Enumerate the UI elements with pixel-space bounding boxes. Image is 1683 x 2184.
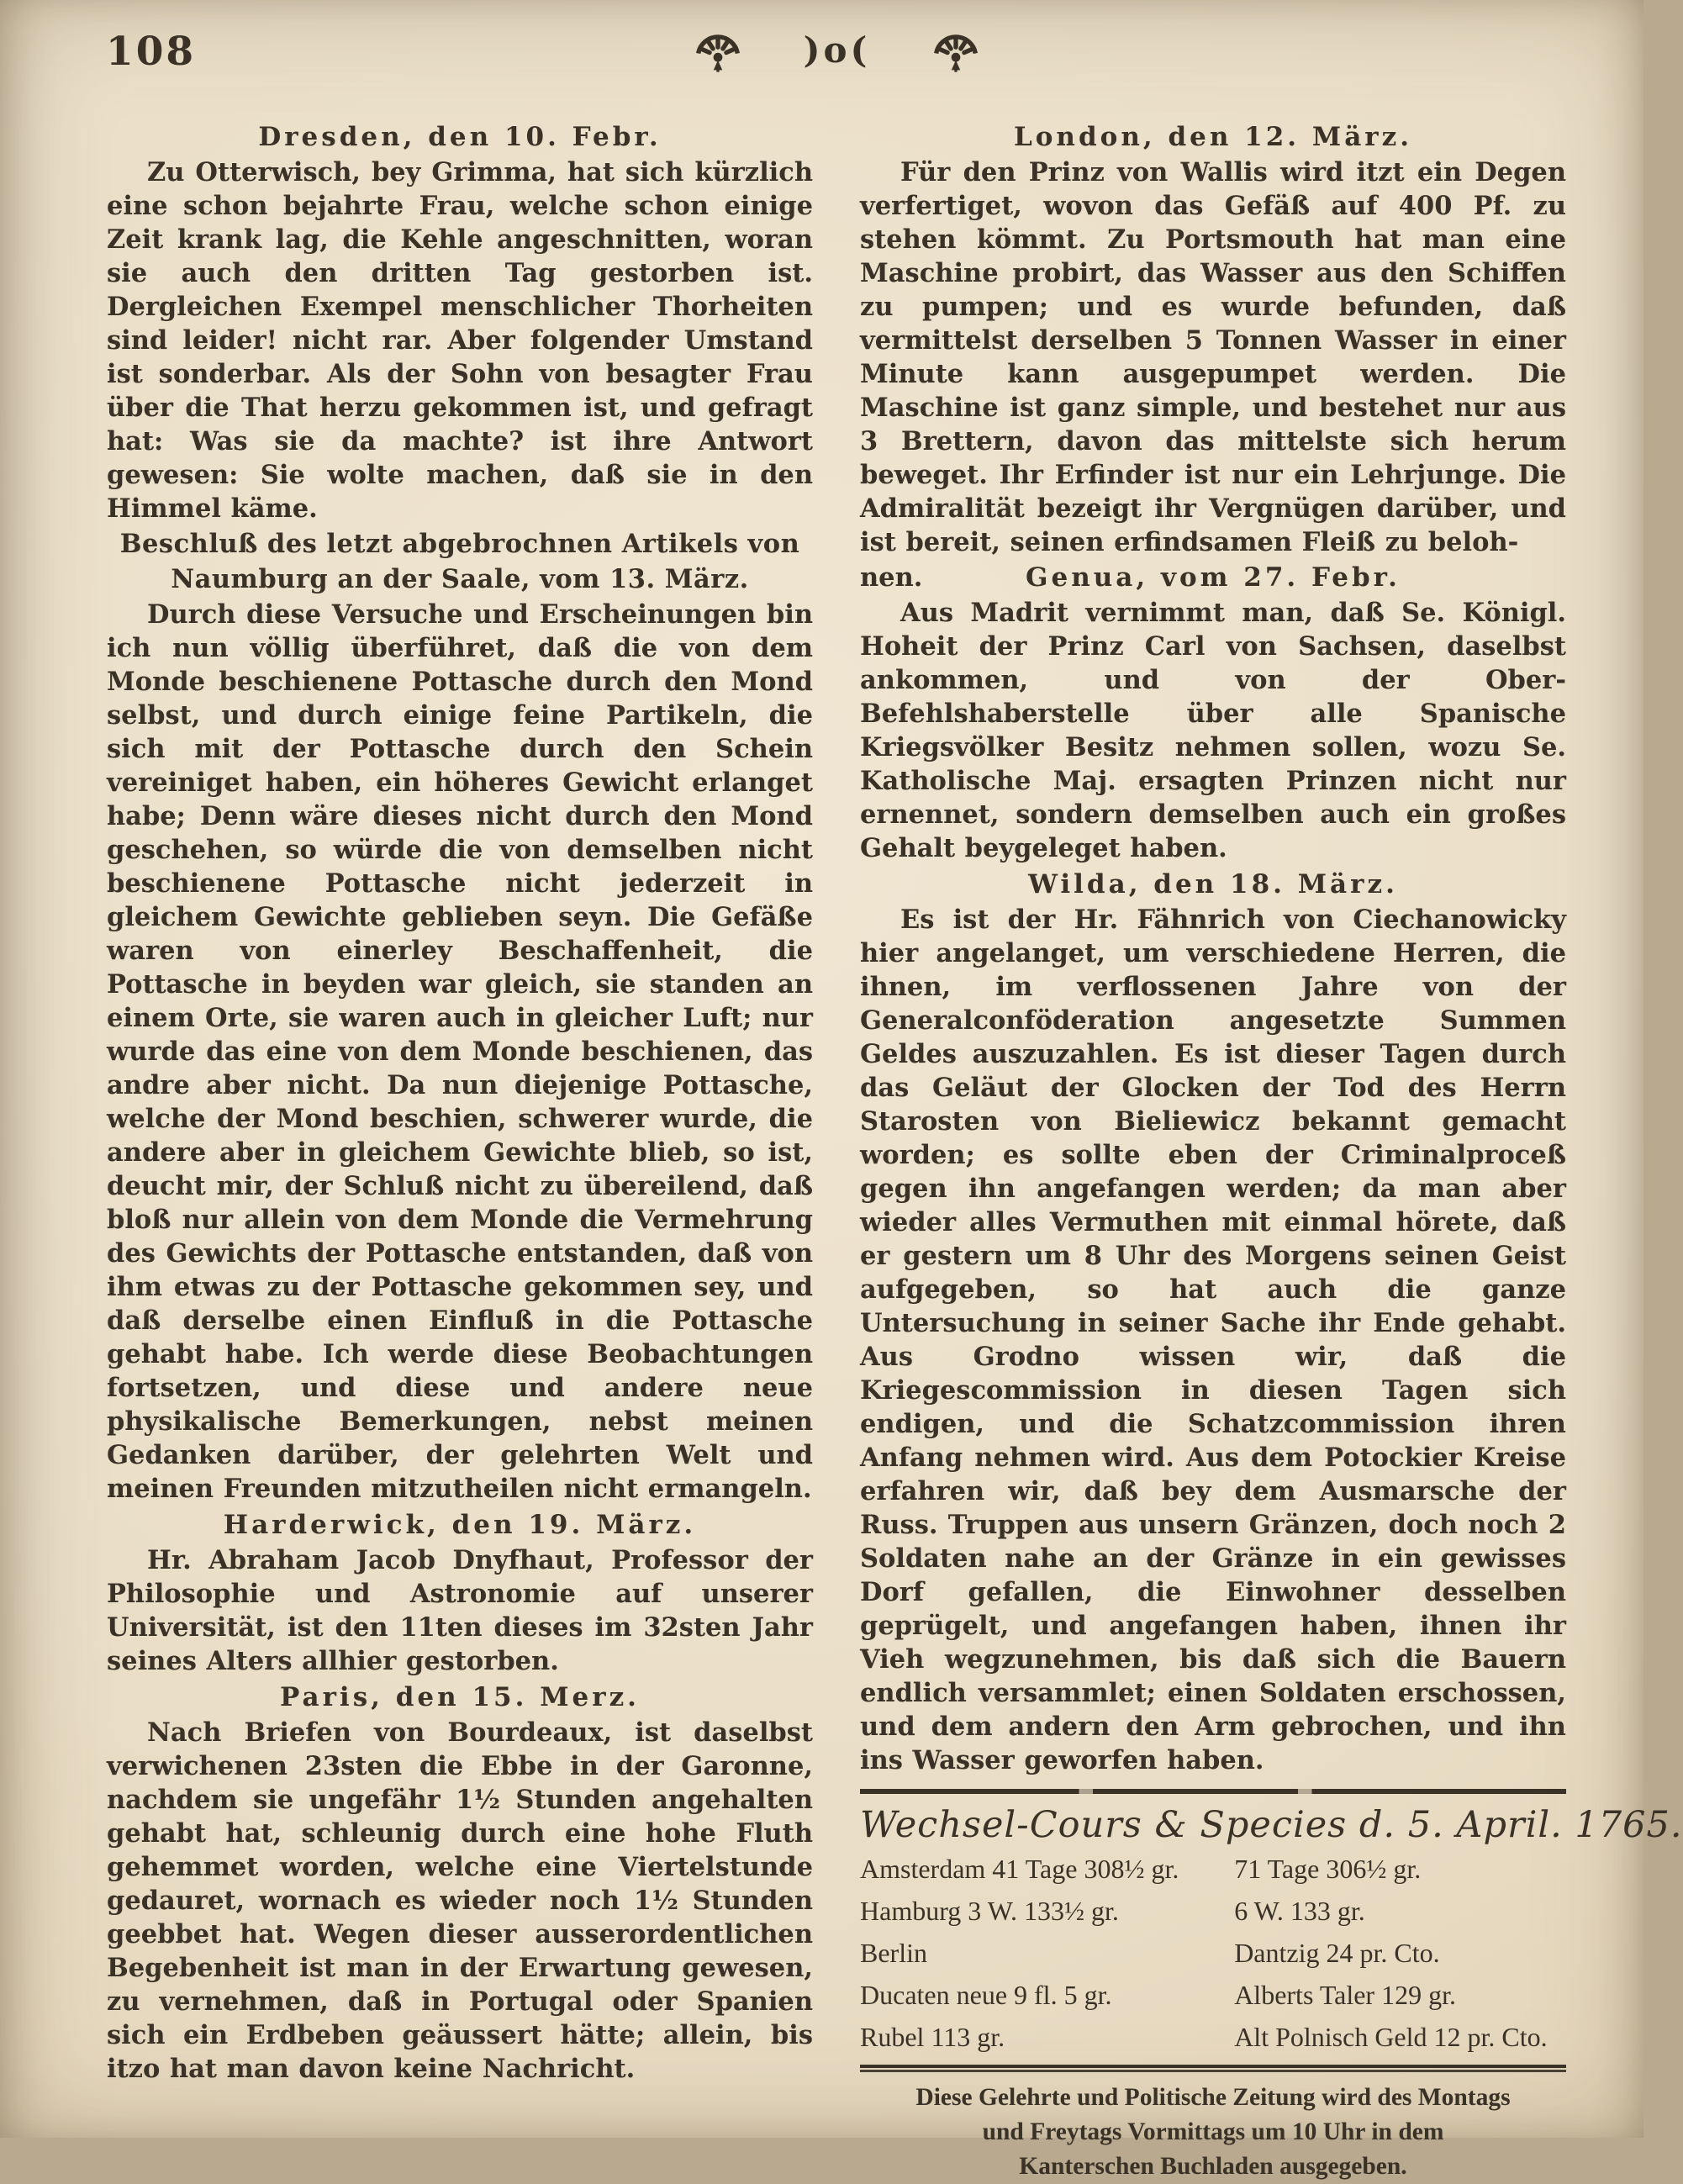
exchange-cell-right: Alberts Taler 129 gr.: [1234, 1980, 1456, 2010]
exchange-cell-right: Dantzig 24 pr. Cto.: [1234, 1938, 1440, 1968]
page-number: 108: [106, 29, 197, 75]
dateline-london: London, den 12. März.: [1013, 122, 1413, 152]
article-london-body: Für den Prinz von Wallis wird itzt ein Degen verfertiget, wovon das Gefäß auf 400 Pf. zu stehen kömmt. Zu Portsmouth hat man eine Maschine probirt, das Wasser aus den Schiffen zu pumpen; und es wurde befunden, daß vermittelst derselben 5 Tonnen Wasser in einer Minute kann ausgepumpet werden. Die Maschine ist ganz simple, und bestehet nur aus 3 Brettern, davon das mittelste sich herum beweget. Ihr Erfinder ist nur ein Lehrjunge. Die Admiralität bezeigt ihr Vergnügen darüber, und ist bereit, seinen erfindsamen Fleiß zu beloh-: [860, 157, 1566, 557]
right-column: [860, 118, 1683, 2184]
dateline-harderwick: Harderwick, den 19. März.: [223, 1510, 697, 1540]
exchange-cell-left: Hamburg 3 W. 133½ gr.: [860, 1896, 1119, 1926]
exchange-rates-section: [860, 1789, 1683, 2184]
publisher-note-line: und Freytags Vormittags um 10 Uhr in dem: [982, 2118, 1444, 2145]
dateline-genua: [860, 561, 1566, 594]
article-genua-body: Aus Madrit vernimmt man, daß Se. Königl. Hoheit der Prinz Carl von Sachsen, daselbst ankommen, und von der Ober-Befehlshaberstelle über alle Spanische Kriegsvölker Besitz nehmen sollen, wozu Se. Katholische Maj. ersagten Prinzen nicht nur ernennet, sondern demselben auch ein großes Gehalt beygeleget haben.: [860, 598, 1566, 863]
publisher-note: [860, 2081, 1566, 2184]
exchange-cell-left: Ducaten neue 9 fl. 5 gr.: [860, 1980, 1112, 2010]
exchange-bottom-rule: [860, 2065, 1566, 2072]
dateline-genua-text: Genua, vom 27. Febr.: [1026, 562, 1401, 593]
article-dresden-body: Zu Otterwisch, bey Grimma, hat sich kürzlich eine schon bejahrte Frau, welche schon einige Zeit krank lag, die Kehle angeschnitten, woran sie auch den dritten Tag gestorben ist. Dergleichen Exempel menschlicher Thorheiten sind leider! nicht rar. Aber folgender Umstand ist sonderbar. Als der Sohn von besagter Frau über die That herzu gekommen ist, und gefragt hat: Was sie da machte? ist ihre Antwort gewesen: Sie wolte machen, daß sie in den Himmel käme.: [107, 157, 813, 524]
exchange-row-berlin-dantzig: [860, 1932, 1566, 1974]
hyphen-carry-fragment: nen.: [860, 562, 923, 593]
article-paris-body: Nach Briefen von Bourdeaux, ist daselbst verwichenen 23sten die Ebbe in der Garonne, nachdem sie ungefähr 1½ Stunden angehalten gehabt hat, schleunig durch eine hohe Fluth gehemmet worden, welche eine Viertelstunde gedauret, wornach es wieder noch 1½ Stunden geebbet hat. Wegen dieser ausserordentlichen Begebenheit ist man in der Erwartung gewesen, zu vernehmen, daß in Portugal oder Spanien sich ein Erdbeben geäussert hätte; allein, bis itzo hat man davon keine Nachricht.: [107, 1717, 813, 2084]
exchange-cell-left: Rubel 113 gr.: [860, 2022, 1005, 2052]
article-wilda-body: Es ist der Hr. Fähnrich von Ciechanowicky hier angelanget, um verschiedene Herren, die ihnen, im verflossenen Jahre von der Generalconföderation angesetzte Summen Geldes auszuzahlen. Es ist dieser Tagen durch das Geläut der Glocken der Tod des Herrn Starosten von Bieliewicz bekannt gemacht worden; es sollte eben der Criminalproceß gegen ihn angefangen werden; da man aber wieder alles Vermuthen mit einmal hörete, daß er gestern um 8 Uhr des Morgens seinen Geist aufgegeben, so hat auch die ganze Untersuchung in seiner Sache ihr Ende gehabt. Aus Grodno wissen wir, daß die Kriegescommission in diesen Tagen sich endigen, und die Schatzcommission ihren Anfang nehmen wird. Aus dem Potockier Kreise erfahren wir, daß bey dem Ausmarsche der Russ. Truppen aus unsern Gränzen, doch noch 2 Soldaten nahe an der Gränze in ein gewisses Dorf gefallen, die Einwohner desselben geprügelt, und angefangen haben, ihnen ihr Vieh wegzunehmen, bis daß sich die Bauern endlich versammlet; einen Soldaten erschossen, und dem andern den Arm gebrochen, und ihn ins Wasser geworfen haben.: [860, 905, 1566, 1775]
article-naumburg-body: Durch diese Versuche und Erscheinungen bin ich nun völlig überführet, daß die von dem Monde beschienene Pottasche durch den Mond selbst, und durch einige feine Partikeln, die sich mit der Pottasche durch den Schein vereiniget haben, ein höheres Gewicht erlanget habe; Denn wäre dieses nicht durch den Mond geschehen, so würde die von demselben nicht beschienene Pottasche nicht jederzeit in gleichem Gewichte geblieben seyn. Die Gefäße waren von einerley Beschaffenheit, die Pottasche in beyden war gleich, sie standen an einem Orte, sie waren auch in gleicher Luft; nur wurde das eine von dem Monde beschienen, das andre aber nicht. Da nun diejenige Pottasche, welche der Mond beschien, schwerer wurde, die andere aber in gleichem Gewichte blieb, so ist, deucht mir, der Schluß nicht zu übereilend, daß bloß nur allein von dem Monde die Vermehrung des Gewichts der Pottasche entstanden, daß von ihm etwas zu der Pottasche gekommen sey, und daß derselbe einen Einfluß in die Pottasche gehabt habe. Ich werde diese Beobachtungen fortsetzen, und diese und andere neue physikalische Bemerkungen, nebst meinen Gedanken darüber, der gelehrten Welt und meinen Freunden mitzutheilen nicht ermangeln.: [107, 599, 813, 1504]
heading-naumburg-line2: Naumburg an der Saale, vom 13. März.: [171, 564, 749, 594]
exchange-row-ducaten-taler: [860, 1974, 1566, 2016]
exchange-cell-left: Amsterdam 41 Tage 308½ gr.: [860, 1854, 1179, 1884]
exchange-cell-right: 6 W. 133 gr.: [1234, 1896, 1365, 1926]
publisher-note-line: Kanterschen Buchladen ausgegeben.: [1019, 2153, 1407, 2180]
text-columns: [107, 118, 1683, 2184]
dateline-paris: Paris, den 15. Merz.: [280, 1682, 640, 1712]
exchange-title: Wechsel-Cours & Species d. 5. April. 1765.: [860, 1804, 1683, 1846]
dateline-dresden: Dresden, den 10. Febr.: [258, 122, 662, 152]
heading-naumburg-line1: Beschluß des letzt abgebrochnen Artikels von: [119, 529, 800, 559]
exchange-row-hamburg: [860, 1890, 1566, 1932]
exchange-top-rule: [860, 1789, 1566, 1794]
article-harderwick-body: Hr. Abraham Jacob Dnyfhaut, Professor der Philosophie und Astronomie auf unserer Universität, ist den 11ten dieses im 32sten Jahr seines Alters allhier gestorben.: [107, 1545, 813, 1676]
lens-separator: )o(: [803, 29, 871, 71]
exchange-row-amsterdam: [860, 1848, 1566, 1890]
left-column: [107, 118, 813, 2184]
header-ornaments: [15, 29, 1659, 72]
shell-ornament-left-icon: [694, 29, 741, 72]
exchange-cell-left: Berlin: [860, 1938, 927, 1968]
exchange-cell-right: Alt Polnisch Geld 12 pr. Cto.: [1234, 2022, 1548, 2052]
exchange-row-rubel-polnisch: [860, 2016, 1566, 2058]
dateline-wilda: Wilda, den 18. März.: [1028, 869, 1398, 899]
shell-ornament-right-icon: [932, 29, 979, 72]
exchange-cell-right: 71 Tage 306½ gr.: [1234, 1854, 1422, 1884]
publisher-note-line: Diese Gelehrte und Politische Zeitung wird des Montags: [915, 2084, 1511, 2111]
